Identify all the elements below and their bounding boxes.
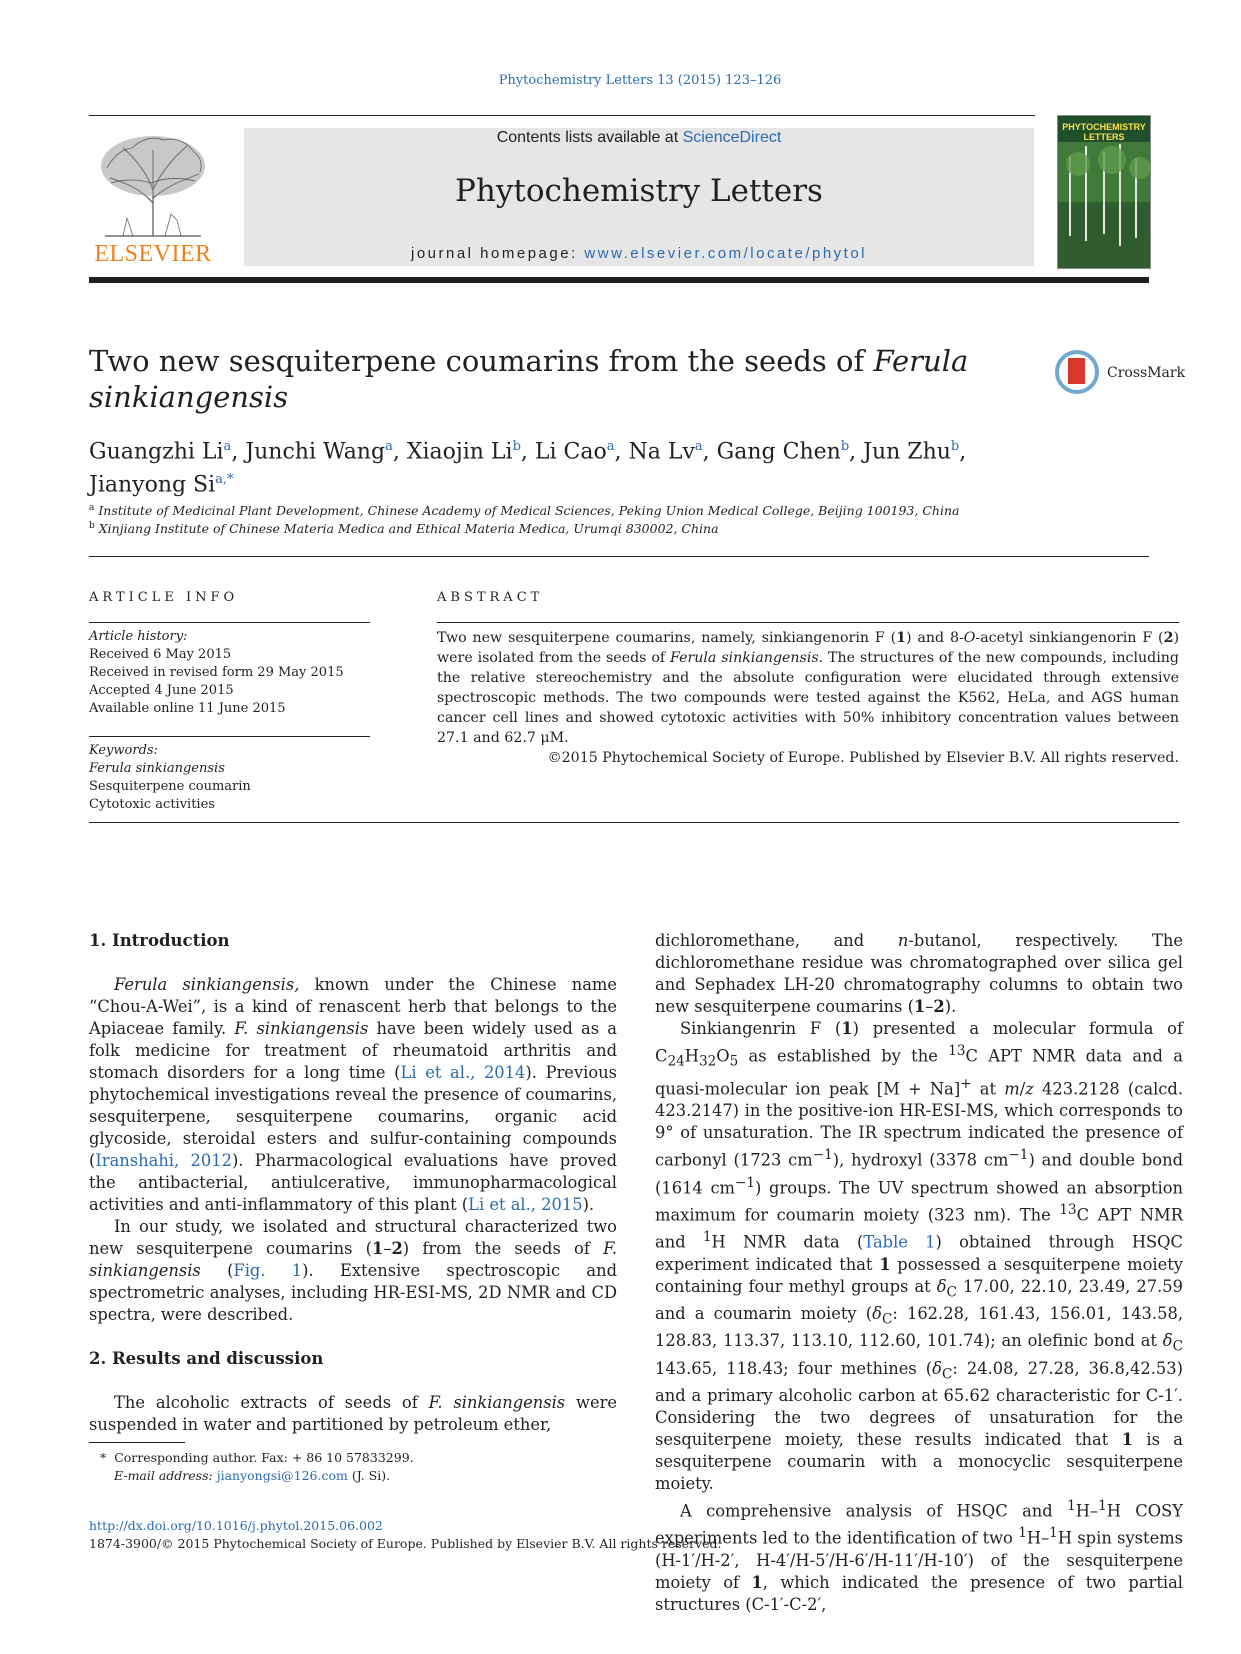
journal-banner: [244, 128, 1034, 266]
citation-link[interactable]: Iranshahi, 2012: [95, 1151, 232, 1170]
affiliation-marker[interactable]: a: [694, 439, 703, 454]
divider: [89, 556, 1149, 557]
footnote-rule: [89, 1442, 185, 1443]
intro-heading: 1. Introduction: [89, 931, 230, 950]
homepage-link[interactable]: www.elsevier.com/locate/phytol: [584, 245, 868, 262]
crossmark-bookmark-icon: [1068, 358, 1085, 384]
affiliation-marker[interactable]: b: [840, 439, 850, 454]
body-paragraph: dichloromethane, and n-butanol, respectively. The dichloromethane residue was chromatographed over silica gel and Sephadex LH-20 chromatography columns to obtain two new sesquiterpene coumarins (1–2).: [655, 931, 1183, 1016]
email-link[interactable]: jianyongsi@126.com: [216, 1468, 348, 1483]
affiliation-marker[interactable]: b: [950, 439, 960, 454]
contents-prefix: Contents lists available at: [496, 129, 683, 146]
sciencedirect-link[interactable]: ScienceDirect: [682, 129, 782, 146]
citation-link[interactable]: Li et al., 2015: [468, 1195, 583, 1214]
author-name: Jianyong Si: [89, 472, 216, 498]
body-paragraph: Sinkiangenrin F (1) presented a molecular formula of $C_{24}H_{32}O_5$ as established by the $^{13}$C APT NMR data and a quasi-molecular ion peak [M + Na]+ at m/z 423.2128 (calcd. 423.2147) in the positive-ion HR-ESI-MS, which corresponds to 9° of unsaturation. The IR spectrum indicated the presence of carbonyl (1723 $cm^{-1}$), hydroxyl (3378 $cm^{-1}$) and double bond (1614 $cm^{-1}$) groups. The UV spectrum showed an absorption maximum for coumarin moiety (323 nm). The $^{13}$C APT NMR and $^1$H NMR data (Table 1) obtained through HSQC experiment indicated that 1 possessed a sesquiterpene moiety containing four methyl groups at $\delta_C$ 17.00, 22.10, 23.49, 27.59 and a coumarin moiety ($\delta_C$: 162.28, 161.43, 156.01, 143.58, 128.83, 113.37, 113.10, 112.60, 101.74); an olefinic bond at $\delta_C$ 143.65, 118.43; four methines ($\delta_C$: 24.08, 27.28, 36.8,42.53) and a primary alcoholic carbon at 65.62 characteristic for C-1′. Considering the two degrees of unsaturation for the sesquiterpene moiety, these results indicated that 1 is a sesquiterpene coumarin with a monocyclic sesquiterpene moiety.: [655, 1019, 1183, 1493]
author-name: Li Cao: [534, 439, 607, 465]
contents-availability: [244, 129, 1034, 147]
crossmark-label: CrossMark: [1107, 365, 1186, 381]
body-paragraph: In our study, we isolated and structural characterized two new sesquiterpene coumarins (1–2) from the seeds of F. sinkiangensis (Fig. 1). Extensive spectroscopic and spectrometric analyses, including HR-ESI-MS, 2D NMR and CD spectra, were described.: [89, 1217, 617, 1324]
author-list: Guangzhi Li$^a$, Junchi Wang$^a$, Xiaojin Li$^b$, Li Cao$^a$, Na Lv$^a$, Gang Chen$^b$, Jun Zhu$^b$, Jianyong $Si^{a,*}$: [89, 439, 967, 498]
issn-copyright: 1874-3900/© 2015 Phytochemical Society of Europe. Published by Elsevier B.V. All rights reserved.: [89, 1536, 722, 1551]
journal-title: Phytochemistry Letters: [455, 173, 823, 209]
divider: [89, 736, 370, 737]
footnote-marker: *: [100, 1450, 107, 1465]
affiliation-marker[interactable]: a: [606, 439, 615, 454]
author-name: Gang Chen: [716, 439, 841, 465]
affiliation-a: [89, 503, 959, 518]
elsevier-logo: [89, 128, 217, 268]
corresponding-author-note: [100, 1450, 414, 1465]
author-name: Xiaojin Li: [406, 439, 513, 465]
body-right-column: [655, 930, 1183, 1616]
author-name: Junchi Wang: [245, 439, 386, 465]
body-paragraph: The alcoholic extracts of seeds of F. sinkiangensis were suspended in water and partitioned by petroleum ether,: [89, 1393, 618, 1434]
doi-link[interactable]: [89, 1517, 383, 1534]
journal-cover-image[interactable]: [1057, 115, 1151, 269]
body-paragraph: Ferula sinkiangensis, known under the Chinese name “Chou-A-Wei”, is a kind of renascent herb that belongs to the Apiaceae family. F. sinkiangensis have been widely used as a folk medicine for treatment of rheumatoid arthritis and stomach disorders for a long time (Li et al., 2014). Previous phytochemical investigations reveal the presence of coumarins, sesquiterpene, sesquiterpene coumarins, organic acid glycoside, steroidal esters and sulfur-containing compounds (Iranshahi, 2012). Pharmacological evaluations have proved the antibacterial, antiulcerative, immunopharmacological activities and anti-inflammatory of this plant (Li et al., 2015).: [89, 975, 617, 1214]
article-title: [89, 343, 989, 415]
history-label: Article history:: [89, 629, 188, 644]
email-note: [114, 1468, 390, 1483]
affiliation-b: [89, 521, 719, 536]
divider: [437, 622, 1179, 623]
accepted-date: Accepted 4 June 2015: [89, 683, 234, 698]
citation-link[interactable]: Li et al., 2014: [400, 1063, 526, 1082]
email-label: E-mail address:: [114, 1468, 217, 1483]
author-name: Guangzhi Li: [89, 439, 224, 465]
body-paragraph: A comprehensive analysis of HSQC and $^1$H–$^1$H COSY experiments led to the identification of two $^1$H–$^1$H spin systems (H-1′/H-2′, H-4′/H-5′/H-6′/H-11′/H-10′) of the sesquiterpene moiety of 1, which indicated the presence of two partial structures (C-1′-C-2′,: [655, 1497, 1184, 1614]
elsevier-wordmark: ELSEVIER: [94, 241, 212, 267]
abstract-heading: ABSTRACT: [437, 590, 544, 605]
affiliation-marker[interactable]: a: [223, 439, 232, 454]
divider: [89, 822, 1179, 823]
crossmark-button[interactable]: [1055, 347, 1186, 399]
affiliation-marker[interactable]: b: [512, 439, 521, 454]
body-left-column: [89, 930, 617, 1436]
title-text: Two new sesquiterpene coumarins from the seeds of: [89, 344, 874, 378]
keyword: Ferula sinkiangensis: [89, 761, 225, 776]
email-suffix: (J. Si).: [347, 1468, 391, 1483]
affiliation-marker[interactable]: a: [385, 439, 393, 454]
keyword: Cytotoxic activities: [89, 797, 215, 812]
cover-title: PHYTOCHEMISTRY LETTERS: [1062, 122, 1146, 142]
header-thick-rule: [89, 277, 1149, 283]
doi-url[interactable]: http://dx.doi.org/10.1016/j.phytol.2015.06.002: [89, 1518, 383, 1533]
figure-link[interactable]: Fig. 1: [233, 1261, 303, 1280]
keyword: Sesquiterpene coumarin: [89, 779, 251, 794]
article-info-heading: ARTICLE INFO: [89, 590, 239, 605]
footnote-text: Corresponding author. Fax: + 86 10 57833299.: [114, 1450, 414, 1465]
revised-date: Received in revised form 29 May 2015: [89, 665, 344, 680]
keywords-label: Keywords:: [89, 743, 158, 758]
affiliation-marker[interactable]: a,*: [215, 472, 234, 488]
affiliation-text: Xinjiang Institute of Chinese Materia Medica and Ethical Materia Medica, Urumqi 830002, China: [98, 521, 719, 537]
abstract-text: Two new sesquiterpene coumarins, namely, sinkiangenorin F (1) and 8-O-acetyl sinkiangenorin F (2) were isolated from the seeds of Ferula sinkiangensis. The structures of the new compounds, including the relative stereochemistry and the absolute configuration were elucidated through extensive spectroscopic methods. The two compounds were tested against the K562, HeLa, and AGS human cancer cell lines and showed cytotoxic activities with 50% inhibitory concentration values between 27.1 and 62.7 μM. ©2015 Phytochemical Society of Europe. Published by Elsevier B.V. All rights reserved.: [437, 630, 1179, 766]
journal-homepage: [244, 245, 1034, 262]
journal-citation-link[interactable]: Phytochemistry Letters 13 (2015) 123–126: [498, 73, 782, 88]
abstract-copyright: ©2015 Phytochemical Society of Europe. Published by Elsevier B.V. All rights reserved.: [547, 750, 1179, 766]
table-link[interactable]: Table 1: [863, 1232, 936, 1252]
article-history: [89, 628, 369, 718]
divider: [89, 622, 370, 623]
author-name: Jun Zhu: [863, 439, 951, 465]
affiliation-mark: b: [89, 521, 95, 531]
author-name: Na Lv: [628, 439, 695, 465]
affiliation-text: Institute of Medicinal Plant Development, Chinese Academy of Medical Sciences, Peking Union Medical College, Beijing 100193, China: [98, 503, 960, 519]
affiliation-mark: a: [89, 503, 95, 513]
header-rule: [89, 115, 1035, 116]
results-heading: 2. Results and discussion: [89, 1349, 324, 1368]
homepage-prefix: journal homepage:: [410, 245, 585, 262]
keywords: [89, 742, 369, 814]
elsevier-tree-icon: [95, 128, 211, 238]
title-species: Ferula sinkiangensis: [89, 344, 969, 414]
received-date: Received 6 May 2015: [89, 647, 232, 662]
online-date: Available online 11 June 2015: [89, 701, 286, 716]
